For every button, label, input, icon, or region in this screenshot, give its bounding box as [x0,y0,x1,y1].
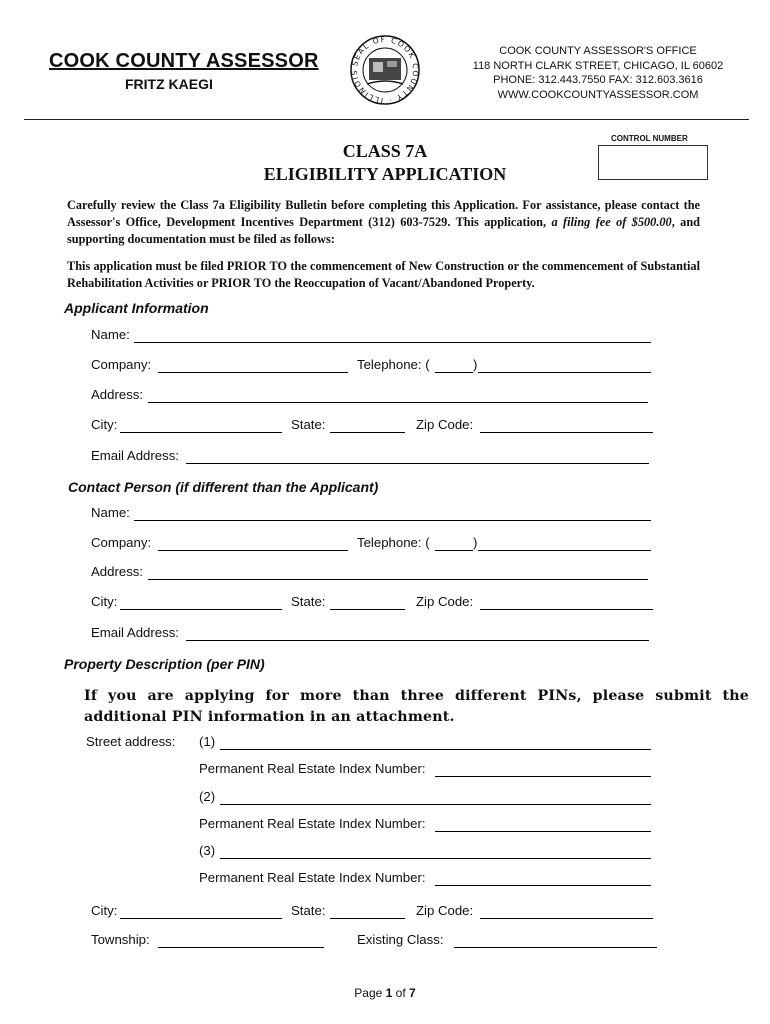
pin3-street-row [0,843,770,863]
applicant-telephone-label: Telephone: ( [357,357,430,372]
township-label: Township: [91,932,150,947]
applicant-email-field[interactable] [186,463,649,464]
township-field[interactable] [158,947,324,948]
pin2-label: (2) [199,789,216,804]
contact-email-field[interactable] [186,640,649,641]
office-phone-fax: PHONE: 312.443.7550 FAX: 312.603.3616 [493,74,703,86]
contact-email-row [0,625,770,645]
contact-company-field[interactable] [158,550,348,551]
contact-city-field[interactable] [120,609,282,610]
control-number-label: CONTROL NUMBER [611,134,688,143]
section-applicant-heading: Applicant Information [64,300,209,316]
contact-name-field[interactable] [134,520,651,521]
applicant-telephone-field[interactable] [478,372,651,373]
section-property-heading: Property Description (per PIN) [64,656,265,672]
page-footer [0,986,770,1000]
contact-city-label: City: [91,594,118,609]
document-title-line2: ELIGIBILITY APPLICATION [263,164,507,184]
contact-company-label: Company: [91,535,152,550]
existing-class-label: Existing Class: [357,932,444,947]
contact-city-row [0,594,770,614]
property-state-field[interactable] [330,918,405,919]
pin3-number-field[interactable] [435,885,651,886]
svg-text:SEAL OF COOK COUNTY · ILLINOIS: SEAL OF COOK COUNTY · ILLINOIS [349,34,421,105]
document-title-line1: CLASS 7A [342,141,428,161]
contact-company-row [0,535,770,555]
header-divider [24,119,749,120]
pin3-number-label: Permanent Real Estate Index Number: [199,870,426,885]
filing-note: This application must be filed PRIOR TO the commencement of New Construction or the commencement of Substantial Rehabilitation Activities or PRIOR TO the Reoccupation of Vacant/Abandoned Property. [67,259,700,290]
applicant-zip-field[interactable] [480,432,653,433]
pin3-number-row [0,870,770,890]
contact-state-label: State: [291,594,326,609]
pin-attachment-note: If you are applying for more than three different PINs, please submit the additional PIN information in an attachment. [84,688,749,725]
contact-telephone-field[interactable] [478,550,651,551]
applicant-state-label: State: [291,417,326,432]
filing-fee-text: a filing fee of $500.00 [551,215,672,229]
intro-paragraph [67,197,700,248]
applicant-email-row [0,448,770,468]
property-state-label: State: [291,903,326,918]
contact-address-field[interactable] [148,579,648,580]
pin2-street-row [0,789,770,809]
applicant-company-field[interactable] [158,372,348,373]
property-zip-label: Zip Code: [416,903,474,918]
section-contact-heading: Contact Person (if different than the Applicant) [68,479,379,495]
office-contact-block [468,44,728,102]
pin1-number-label: Permanent Real Estate Index Number: [199,761,426,776]
applicant-company-label: Company: [91,357,152,372]
county-seal-logo [349,34,421,106]
applicant-name-label: Name: [91,327,130,342]
pin3-label: (3) [199,843,216,858]
page-current: 1 [385,986,393,1000]
page-word: Page [354,986,383,1000]
property-city-field[interactable] [120,918,282,919]
page-total: 7 [409,986,416,1000]
pin1-label: (1) [199,734,216,749]
pin1-number-field[interactable] [435,776,651,777]
contact-email-label: Email Address: [91,625,179,640]
assessor-title: COOK COUNTY ASSESSOR [49,50,319,72]
applicant-city-label: City: [91,417,118,432]
applicant-name-field[interactable] [134,342,651,343]
applicant-zip-label: Zip Code: [416,417,474,432]
applicant-company-row [0,357,770,377]
pin1-street-row [0,734,770,754]
intro-text: Carefully review the Class 7a Eligibility Bulletin before completing this Application. For assistance, please contact the Assessor's Office, Development Incentives Department (312) 603-7529. This application, [67,198,700,229]
office-name: COOK COUNTY ASSESSOR'S OFFICE [499,45,697,57]
pin1-number-row [0,761,770,781]
control-number-field[interactable] [598,145,708,180]
applicant-name-row [0,327,770,347]
applicant-city-row [0,417,770,437]
contact-telephone-label: Telephone: ( [357,535,430,550]
applicant-address-field[interactable] [148,402,648,403]
applicant-city-field[interactable] [120,432,282,433]
pin1-street-field[interactable] [220,749,651,750]
property-zip-field[interactable] [480,918,653,919]
applicant-area-code-field[interactable] [435,372,473,373]
contact-zip-label: Zip Code: [416,594,474,609]
street-address-label: Street address: [86,734,176,749]
applicant-telephone-close: ) [473,357,478,372]
assessor-name: FRITZ KAEGI [125,76,213,92]
existing-class-field[interactable] [454,947,657,948]
contact-name-row [0,505,770,525]
property-city-label: City: [91,903,118,918]
pin2-number-label: Permanent Real Estate Index Number: [199,816,426,831]
office-website: WWW.COOKCOUNTYASSESSOR.COM [497,88,699,101]
contact-state-field[interactable] [330,609,405,610]
page-of-word: of [395,986,406,1000]
contact-address-label: Address: [91,564,144,579]
property-city-row [0,903,770,923]
applicant-state-field[interactable] [330,432,405,433]
pin2-number-field[interactable] [435,831,651,832]
applicant-email-label: Email Address: [91,448,179,463]
contact-area-code-field[interactable] [435,550,473,551]
pin2-street-field[interactable] [220,804,651,805]
property-township-row [0,932,770,952]
office-address: 118 NORTH CLARK STREET, CHICAGO, IL 60602 [472,59,724,72]
contact-zip-field[interactable] [480,609,653,610]
contact-telephone-close: ) [473,535,478,550]
intro-text-end: , and supporting documentation must be filed as follows: [67,215,700,246]
pin3-street-field[interactable] [220,858,651,859]
document-title [235,140,535,186]
contact-name-label: Name: [91,505,130,520]
pin2-number-row [0,816,770,836]
applicant-address-label: Address: [91,387,144,402]
applicant-address-row [0,387,770,407]
contact-address-row [0,564,770,584]
